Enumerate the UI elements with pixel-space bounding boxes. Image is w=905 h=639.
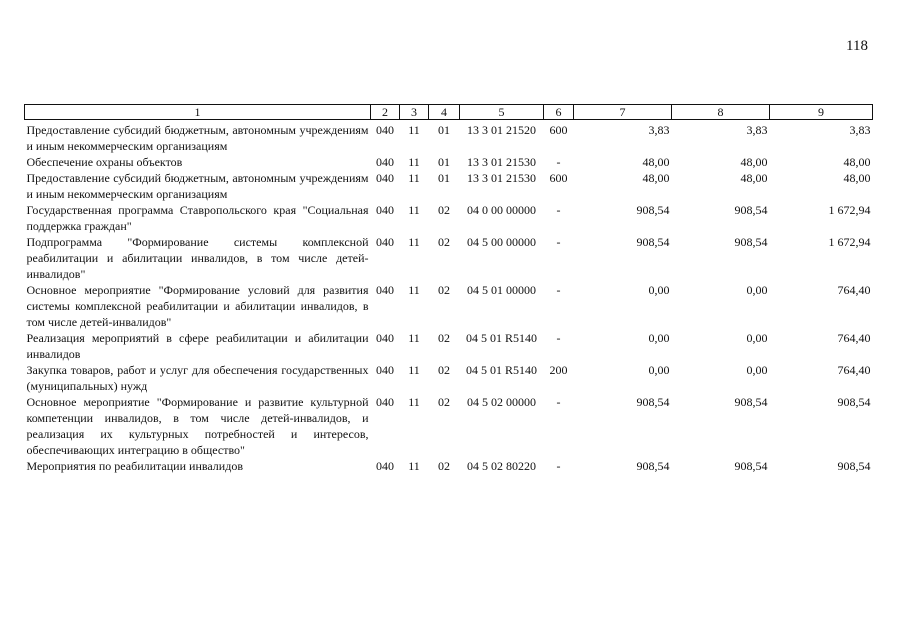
header-row: [25, 105, 873, 120]
cell-ministry: 040: [376, 331, 394, 345]
cell-amount-8: 3,83: [746, 123, 768, 137]
cell-target-article: 04 5 00 00000: [467, 235, 536, 249]
cell-expense-type: -: [556, 283, 561, 297]
header-cell: 8: [672, 105, 770, 120]
cell-amount-9: 764,40: [837, 283, 871, 297]
cell-section: 11: [408, 459, 420, 473]
cell-amount-7: 908,54: [636, 459, 670, 473]
row-name: Государственная программа Ставропольского края "Социальная поддержка граждан": [26, 203, 369, 233]
row-name: Обеспечение охраны объектов: [26, 155, 183, 169]
table-row: [25, 120, 873, 155]
cell-subsection: 02: [438, 331, 450, 345]
cell-target-article: 04 5 02 80220: [467, 459, 536, 473]
row-name: Предоставление субсидий бюджетным, автономным учреждениям и иным некоммерческим организациям: [26, 123, 369, 153]
cell-amount-9: 1 672,94: [828, 235, 871, 249]
row-name: Основное мероприятие "Формирование и развитие культурной компетенции инвалидов, в том числе детей-инвалидов, и реализация их культурных потребностей и интересов, обеспечивающих интеграцию в общество": [26, 395, 369, 457]
row-name: Мероприятия по реабилитации инвалидов: [26, 459, 243, 473]
table-row: [25, 170, 873, 202]
cell-amount-7: 908,54: [636, 203, 670, 217]
cell-amount-7: 0,00: [648, 363, 670, 377]
cell-target-article: 13 3 01 21530: [467, 171, 536, 185]
cell-expense-type: -: [556, 235, 561, 249]
header-cell: 7: [574, 105, 672, 120]
row-name: Основное мероприятие "Формирование условий для развития системы комплексной реабилитации и абилитации инвалидов, в том числе детей-инвалидов": [26, 283, 369, 329]
cell-expense-type: -: [556, 203, 561, 217]
cell-section: 11: [408, 171, 420, 185]
cell-section: 11: [408, 395, 420, 409]
cell-subsection: 02: [438, 235, 450, 249]
cell-amount-8: 908,54: [734, 235, 768, 249]
table-row: [25, 458, 873, 474]
cell-subsection: 01: [438, 171, 450, 185]
cell-section: 11: [408, 283, 420, 297]
table-row: [25, 234, 873, 282]
cell-subsection: 02: [438, 459, 450, 473]
cell-subsection: 02: [438, 283, 450, 297]
cell-amount-9: 1 672,94: [828, 203, 871, 217]
cell-amount-9: 908,54: [837, 395, 871, 409]
cell-target-article: 04 5 02 00000: [467, 395, 536, 409]
cell-target-article: 04 5 01 00000: [467, 283, 536, 297]
page-number: 118: [846, 38, 868, 54]
cell-target-article: 04 5 01 R5140: [465, 363, 537, 377]
cell-ministry: 040: [376, 459, 394, 473]
cell-amount-7: 48,00: [642, 155, 670, 169]
cell-section: 11: [408, 363, 420, 377]
cell-amount-8: 48,00: [740, 171, 768, 185]
row-name: Подпрограмма "Формирование системы комплексной реабилитации и абилитации инвалидов, в том числе детей-инвалидов": [26, 235, 369, 281]
cell-ministry: 040: [376, 123, 394, 137]
cell-ministry: 040: [376, 235, 394, 249]
cell-amount-7: 3,83: [648, 123, 670, 137]
cell-target-article: 04 5 01 R5140: [465, 331, 537, 345]
row-name: Закупка товаров, работ и услуг для обеспечения государственных (муниципальных) нужд: [26, 363, 369, 393]
cell-section: 11: [408, 203, 420, 217]
cell-target-article: 04 0 00 00000: [467, 203, 536, 217]
cell-ministry: 040: [376, 283, 394, 297]
cell-amount-8: 0,00: [746, 331, 768, 345]
cell-amount-8: 48,00: [740, 155, 768, 169]
cell-section: 11: [408, 155, 420, 169]
cell-subsection: 02: [438, 363, 450, 377]
table-row: [25, 362, 873, 394]
cell-amount-7: 908,54: [636, 235, 670, 249]
header-cell: 6: [544, 105, 574, 120]
row-name: Предоставление субсидий бюджетным, автономным учреждениям и иным некоммерческим организациям: [26, 171, 369, 201]
table-row: [25, 330, 873, 362]
cell-subsection: 01: [438, 123, 450, 137]
header-cell: 3: [400, 105, 429, 120]
cell-expense-type: -: [556, 459, 561, 473]
cell-amount-7: 0,00: [648, 331, 670, 345]
cell-ministry: 040: [376, 395, 394, 409]
cell-expense-type: -: [556, 395, 561, 409]
cell-amount-8: 908,54: [734, 395, 768, 409]
header-cell: 5: [460, 105, 544, 120]
header-cell: 9: [770, 105, 873, 120]
cell-expense-type: 200: [549, 363, 568, 377]
table-row: [25, 282, 873, 330]
cell-amount-9: 764,40: [837, 363, 871, 377]
table-row: [25, 154, 873, 170]
cell-amount-9: 48,00: [843, 155, 871, 169]
cell-amount-8: 908,54: [734, 203, 768, 217]
cell-subsection: 01: [438, 155, 450, 169]
cell-ministry: 040: [376, 171, 394, 185]
cell-amount-9: 764,40: [837, 331, 871, 345]
cell-ministry: 040: [376, 203, 394, 217]
cell-amount-8: 908,54: [734, 459, 768, 473]
cell-section: 11: [408, 123, 420, 137]
cell-expense-type: -: [556, 155, 561, 169]
table-row: [25, 394, 873, 458]
cell-amount-7: 0,00: [648, 283, 670, 297]
budget-table: [24, 104, 873, 474]
table-row: [25, 202, 873, 234]
cell-section: 11: [408, 235, 420, 249]
cell-amount-7: 48,00: [642, 171, 670, 185]
cell-subsection: 02: [438, 395, 450, 409]
cell-amount-7: 908,54: [636, 395, 670, 409]
cell-expense-type: 600: [549, 171, 568, 185]
cell-target-article: 13 3 01 21530: [467, 155, 536, 169]
cell-amount-8: 0,00: [746, 363, 768, 377]
cell-amount-8: 0,00: [746, 283, 768, 297]
cell-section: 11: [408, 331, 420, 345]
header-cell: 4: [429, 105, 460, 120]
header-cell: 2: [371, 105, 400, 120]
cell-expense-type: 600: [549, 123, 568, 137]
cell-amount-9: 908,54: [837, 459, 871, 473]
cell-ministry: 040: [376, 363, 394, 377]
cell-target-article: 13 3 01 21520: [467, 123, 536, 137]
cell-expense-type: -: [556, 331, 561, 345]
row-name: Реализация мероприятий в сфере реабилитации и абилитации инвалидов: [26, 331, 369, 361]
header-cell: 1: [25, 105, 371, 120]
cell-amount-9: 48,00: [843, 171, 871, 185]
cell-subsection: 02: [438, 203, 450, 217]
cell-ministry: 040: [376, 155, 394, 169]
cell-amount-9: 3,83: [849, 123, 871, 137]
